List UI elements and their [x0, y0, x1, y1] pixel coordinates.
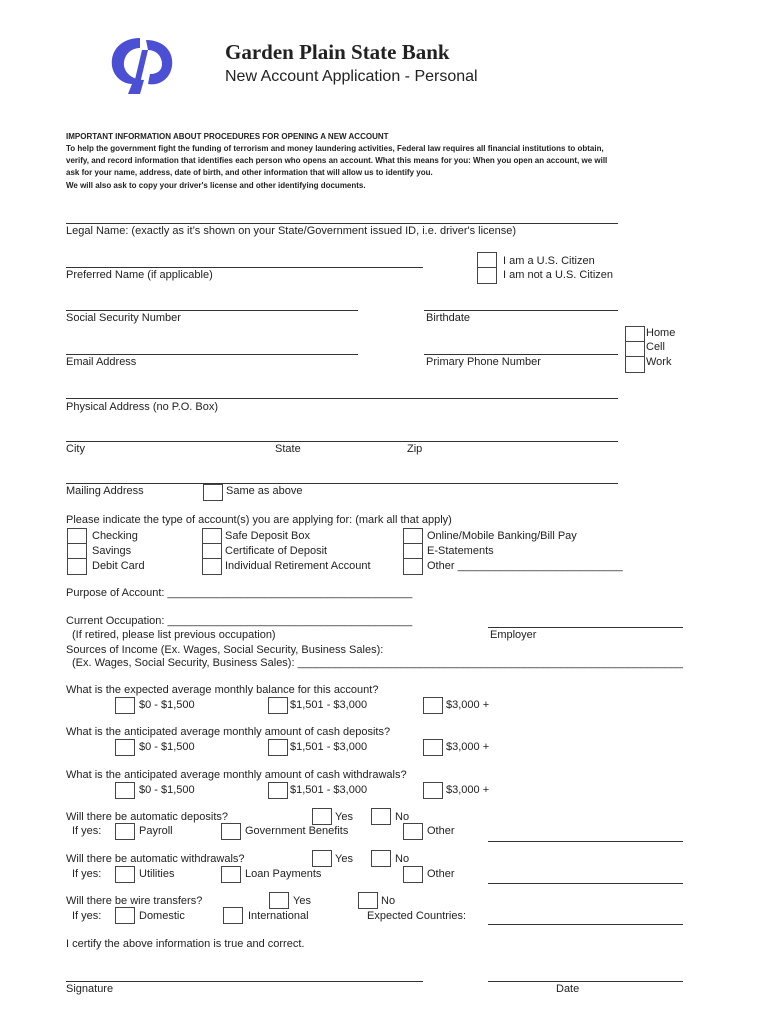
signature-line[interactable] — [66, 981, 423, 982]
yes-label: Yes — [335, 811, 353, 823]
auto-withdrawals-yes-checkbox[interactable] — [312, 850, 332, 867]
account-option-label: Debit Card — [92, 560, 145, 572]
not-citizen-label: I am not a U.S. Citizen — [503, 269, 614, 281]
ssn-line[interactable] — [66, 310, 358, 311]
loan-payments-checkbox[interactable] — [221, 866, 241, 883]
deposits-option-3-checkbox[interactable] — [423, 739, 443, 756]
withdrawals-option-2-checkbox[interactable] — [268, 782, 288, 799]
deposit-other-checkbox[interactable] — [403, 823, 423, 840]
employer-label: Employer — [490, 629, 537, 641]
no-label: No — [381, 895, 396, 907]
withdrawal-type-label: Loan Payments — [245, 868, 322, 880]
employer-line[interactable] — [488, 627, 683, 628]
balance-option-label: $1,501 - $3,000 — [290, 699, 368, 711]
mailing-address-label: Mailing Address — [66, 485, 144, 497]
balance-option-3-checkbox[interactable] — [423, 697, 443, 714]
auto-withdrawals-question: Will there be automatic withdrawals? — [66, 853, 245, 865]
date-line[interactable] — [488, 981, 683, 982]
debit-card-checkbox[interactable] — [67, 558, 87, 575]
balance-option-1-checkbox[interactable] — [115, 697, 135, 714]
legal-name-label: Legal Name: (exactly as it’s shown on your State/Government issued ID, i.e. driver's license) — [66, 225, 517, 237]
phone-line[interactable] — [424, 354, 618, 355]
domestic-checkbox[interactable] — [115, 907, 135, 924]
phone-type-label: Home — [646, 327, 676, 339]
city-label: City — [66, 443, 85, 455]
withdrawals-option-label: $1,501 - $3,000 — [290, 784, 368, 796]
wire-type-label: International — [248, 910, 309, 922]
preferred-name-label: Preferred Name (if applicable) — [66, 269, 213, 281]
other-account-checkbox[interactable] — [403, 558, 423, 575]
withdrawals-question: What is the anticipated average monthly amount of cash withdrawals? — [66, 769, 407, 781]
ssn-label: Social Security Number — [66, 312, 181, 324]
yes-label: Yes — [335, 853, 353, 865]
physical-address-label: Physical Address (no P.O. Box) — [66, 401, 219, 413]
if-yes-label: If yes: — [72, 825, 102, 837]
payroll-checkbox[interactable] — [115, 823, 135, 840]
citizen-label: I am a U.S. Citizen — [503, 255, 595, 267]
birthdate-line[interactable] — [424, 310, 618, 311]
deposit-type-label: Payroll — [139, 825, 173, 837]
withdrawals-option-label: $3,000 + — [446, 784, 490, 796]
not-citizen-checkbox[interactable] — [477, 267, 497, 284]
income-label: Sources of Income (Ex. Wages, Social Security, Business Sales): — [66, 644, 384, 656]
account-option-label: Individual Retirement Account — [225, 560, 371, 572]
city-state-zip-line[interactable] — [66, 441, 618, 442]
account-option-label: Online/Mobile Banking/Bill Pay — [427, 530, 577, 542]
certify-statement: I certify the above information is true and correct. — [66, 938, 305, 950]
deposits-question: What is the anticipated average monthly amount of cash deposits? — [66, 726, 391, 738]
income-line: (Ex. Wages, Social Security, Business Sales): _______________________________________________________________ — [72, 657, 683, 669]
if-yes-label: If yes: — [72, 868, 102, 880]
account-option-label: Other ___________________________ — [427, 560, 623, 572]
deposit-type-label: Government Benefits — [245, 825, 349, 837]
auto-withdrawals-no-checkbox[interactable] — [371, 850, 391, 867]
deposits-option-1-checkbox[interactable] — [115, 739, 135, 756]
international-checkbox[interactable] — [223, 907, 243, 924]
expected-countries-label: Expected Countries: — [367, 910, 467, 922]
withdrawals-option-label: $0 - $1,500 — [139, 784, 195, 796]
withdrawal-other-line[interactable] — [488, 883, 683, 884]
auto-deposits-question: Will there be automatic deposits? — [66, 811, 229, 823]
wire-transfers-question: Will there be wire transfers? — [66, 895, 203, 907]
wire-type-label: Domestic — [139, 910, 185, 922]
email-label: Email Address — [66, 356, 137, 368]
auto-deposits-no-checkbox[interactable] — [371, 808, 391, 825]
deposit-other-line[interactable] — [488, 841, 683, 842]
wire-no-checkbox[interactable] — [358, 892, 378, 909]
phone-work-checkbox[interactable] — [625, 356, 645, 373]
state-label: State — [275, 443, 301, 455]
physical-address-line[interactable] — [66, 398, 618, 399]
occupation-label: Current Occupation: ________________________________________ — [66, 615, 413, 627]
phone-type-label: Work — [646, 356, 672, 368]
deposits-option-label: $1,501 - $3,000 — [290, 741, 368, 753]
notice-heading: IMPORTANT INFORMATION ABOUT PROCEDURES FOR OPENING A NEW ACCOUNT — [66, 132, 389, 141]
auto-deposits-yes-checkbox[interactable] — [312, 808, 332, 825]
phone-type-label: Cell — [646, 341, 665, 353]
legal-name-line[interactable] — [66, 223, 618, 224]
email-line[interactable] — [66, 354, 358, 355]
withdrawal-other-checkbox[interactable] — [403, 866, 423, 883]
purpose-label: Purpose of Account: ________________________________________ — [66, 587, 413, 599]
account-option-label: Certificate of Deposit — [225, 545, 328, 557]
balance-question: What is the expected average monthly balance for this account? — [66, 684, 379, 696]
preferred-name-line[interactable] — [66, 267, 423, 268]
notice-line: verify, and record information that identifies each person who opens an account. What this means for you: When you open an account, we will — [66, 156, 608, 165]
deposits-option-2-checkbox[interactable] — [268, 739, 288, 756]
account-option-label: Checking — [92, 530, 138, 542]
balance-option-label: $3,000 + — [446, 699, 490, 711]
account-option-label: Safe Deposit Box — [225, 530, 310, 542]
bank-logo-icon — [106, 34, 178, 96]
occupation-note: (If retired, please list previous occupation) — [72, 629, 276, 641]
gov-benefits-checkbox[interactable] — [221, 823, 241, 840]
same-as-above-checkbox[interactable] — [203, 484, 223, 501]
account-option-label: E-Statements — [427, 545, 494, 557]
no-label: No — [395, 853, 410, 865]
notice-line: We will also ask to copy your driver's license and other identifying documents. — [66, 181, 366, 190]
withdrawals-option-1-checkbox[interactable] — [115, 782, 135, 799]
date-label: Date — [556, 983, 580, 995]
withdrawal-type-label: Utilities — [139, 868, 175, 880]
yes-label: Yes — [293, 895, 311, 907]
withdrawals-option-3-checkbox[interactable] — [423, 782, 443, 799]
balance-option-label: $0 - $1,500 — [139, 699, 195, 711]
deposits-option-label: $3,000 + — [446, 741, 490, 753]
utilities-checkbox[interactable] — [115, 866, 135, 883]
no-label: No — [395, 811, 410, 823]
notice-line: ask for your name, address, date of birth, and other information that will allow us to identify you. — [66, 168, 433, 177]
balance-option-2-checkbox[interactable] — [268, 697, 288, 714]
if-yes-label: If yes: — [72, 910, 102, 922]
phone-label: Primary Phone Number — [426, 356, 541, 368]
withdrawal-type-label: Other — [427, 868, 455, 880]
birthdate-label: Birthdate — [426, 312, 471, 324]
notice-line: To help the government fight the funding of terrorism and money laundering activities, Federal law requires all financial institutions to obtain, — [66, 144, 604, 153]
same-as-above-label: Same as above — [226, 485, 303, 497]
zip-label: Zip — [407, 443, 423, 455]
mailing-address-line[interactable] — [66, 483, 618, 484]
bank-name: Garden Plain State Bank — [225, 40, 450, 64]
ira-checkbox[interactable] — [202, 558, 222, 575]
signature-label: Signature — [66, 983, 114, 995]
expected-countries-line[interactable] — [488, 924, 683, 925]
wire-yes-checkbox[interactable] — [269, 892, 289, 909]
account-option-label: Savings — [92, 545, 132, 557]
form-subtitle: New Account Application - Personal — [225, 68, 478, 85]
deposit-type-label: Other — [427, 825, 455, 837]
account-types-prompt: Please indicate the type of account(s) you are applying for: (mark all that apply) — [66, 514, 452, 526]
deposits-option-label: $0 - $1,500 — [139, 741, 195, 753]
